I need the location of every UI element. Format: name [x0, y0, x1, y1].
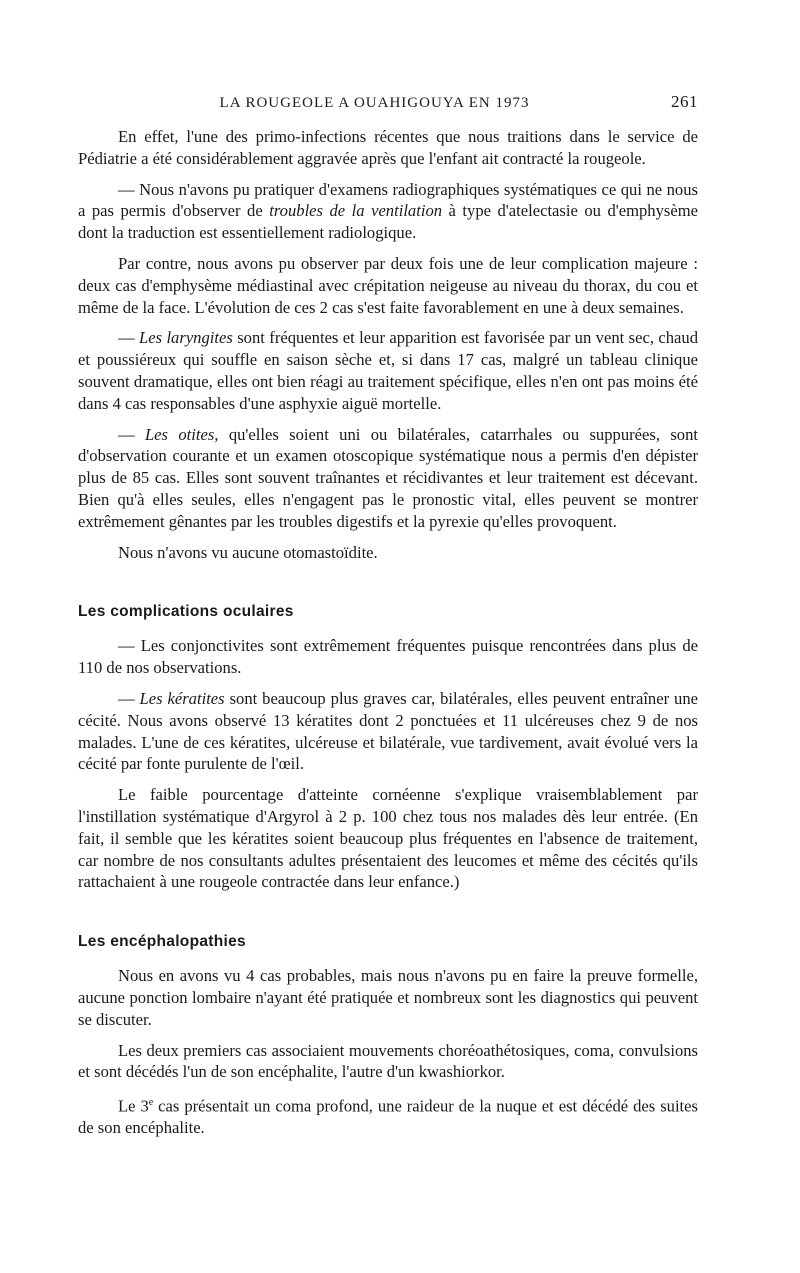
running-title: LA ROUGEOLE A OUAHIGOUYA EN 1973: [219, 95, 530, 111]
paragraph: Nous n'avons vu aucune otomastoïdite.: [118, 542, 378, 562]
text-run: sont fréquentes et leur apparition est favorisée par un vent sec, chaud et poussiéreux qui souffle en saison sèche et, si dans 17 cas, malgré un tableau clinique souvent dramatique, elles ont bien réagi au traitement spécifique, elles n'en ont pas moins été dans 4 cas responsables d'une asphyxie aiguë mortelle.: [78, 328, 698, 413]
paragraph: Nous en avons vu 4 cas probables, mais nous n'avons pu en faire la preuve formelle, aucune ponction lombaire n'ayant été pratiquée et nombreux sont les diagnostics qui peuvent se discuter.: [78, 966, 698, 1029]
paragraph: Les deux premiers cas associaient mouvements choréoathétosiques, coma, convulsions et sont décédés l'un de son encéphalite, l'autre d'un kwashiorkor.: [78, 1040, 698, 1082]
emphasis: Les laryngites: [139, 328, 233, 348]
text-run: —: [118, 424, 145, 444]
page: [78, 92, 698, 1148]
page-number: 261: [671, 92, 698, 111]
text-run: —: [118, 328, 139, 348]
paragraph: — Les conjonctivites sont extrêmement fréquentes puisque rencontrées dans plus de 110 de nos observations.: [78, 636, 698, 678]
text-run: à type d'atelectasie ou d'emphysème dont la traduction est essentiellement radiologique.: [78, 201, 698, 243]
paragraph: [78, 327, 698, 414]
superscript: e: [148, 1097, 154, 1109]
text-run: qu'elles soient uni ou bilatérales, catarrhales ou suppurées, sont d'observation courante et un examen otoscopique systématique nous a permis d'en dépister plus de 85 cas. Elles sont souvent traînantes et récidivantes et leur traitement est décevant. Bien qu'à elles seules, elles n'engagent pas le pronostic vital, elles peuvent se montrer extrêmement gênantes par les troubles digestifs et la pyrexie qu'elles provoquent.: [78, 424, 698, 531]
paragraph: [78, 424, 698, 533]
paragraph: [78, 179, 698, 244]
text-run: Le 3: [118, 1096, 149, 1116]
paragraph: [78, 1092, 698, 1139]
emphasis: Les kératites: [139, 688, 225, 708]
paragraph: Le faible pourcentage d'atteinte cornéenne s'explique vraisemblablement par l'instillation systématique d'Argyrol à 2 p. 100 chez tous nos malades dès leur entrée. (En fait, il semble que les kératites soient beaucoup plus fréquentes en l'absence de traitement, car nombre de nos consultants adultes présentaient des leucomes et même des cécités qu'ils rattachaient à une rougeole contractée dans leur enfance.): [78, 785, 698, 892]
paragraph: [78, 688, 698, 775]
running-header: [78, 92, 698, 112]
text-run: cas présentait un coma profond, une raideur de la nuque et est décédé des suites de son encéphalite.: [78, 1096, 698, 1138]
text-run: —: [118, 688, 140, 708]
emphasis: troubles de la ventilation: [269, 201, 443, 221]
section-heading: Les encéphalopathies: [78, 933, 246, 951]
text-run: — Nous n'avons pu pratiquer d'examens radiographiques systématiques ce qui ne nous a pas permis d'observer de: [78, 179, 698, 221]
section-heading: Les complications oculaires: [78, 603, 294, 621]
emphasis: Les otites,: [144, 424, 219, 444]
paragraph: Par contre, nous avons pu observer par deux fois une de leur complication majeure : deux cas d'emphysème médiastinal avec crépitation neigeuse au niveau du thorax, du cou et même de la face. L'évolution de ces 2 cas s'est faite favorablement en une à deux semaines.: [78, 253, 698, 317]
paragraph: En effet, l'une des primo-infections récentes que nous traitions dans le service de Pédiatrie a été considérablement aggravée après que l'enfant ait contracté la rougeole.: [78, 127, 698, 168]
text-run: sont beaucoup plus graves car, bilatérales, elles peuvent entraîner une cécité. Nous avons observé 13 kératites dont 2 ponctuées et 11 ulcéreuses chez 9 de nos malades. L'une de ces kératites, ulcéreuse et bilatérale, vue tardivement, avait évolué vers la cécité par fonte purulente de l'œil.: [78, 688, 698, 774]
